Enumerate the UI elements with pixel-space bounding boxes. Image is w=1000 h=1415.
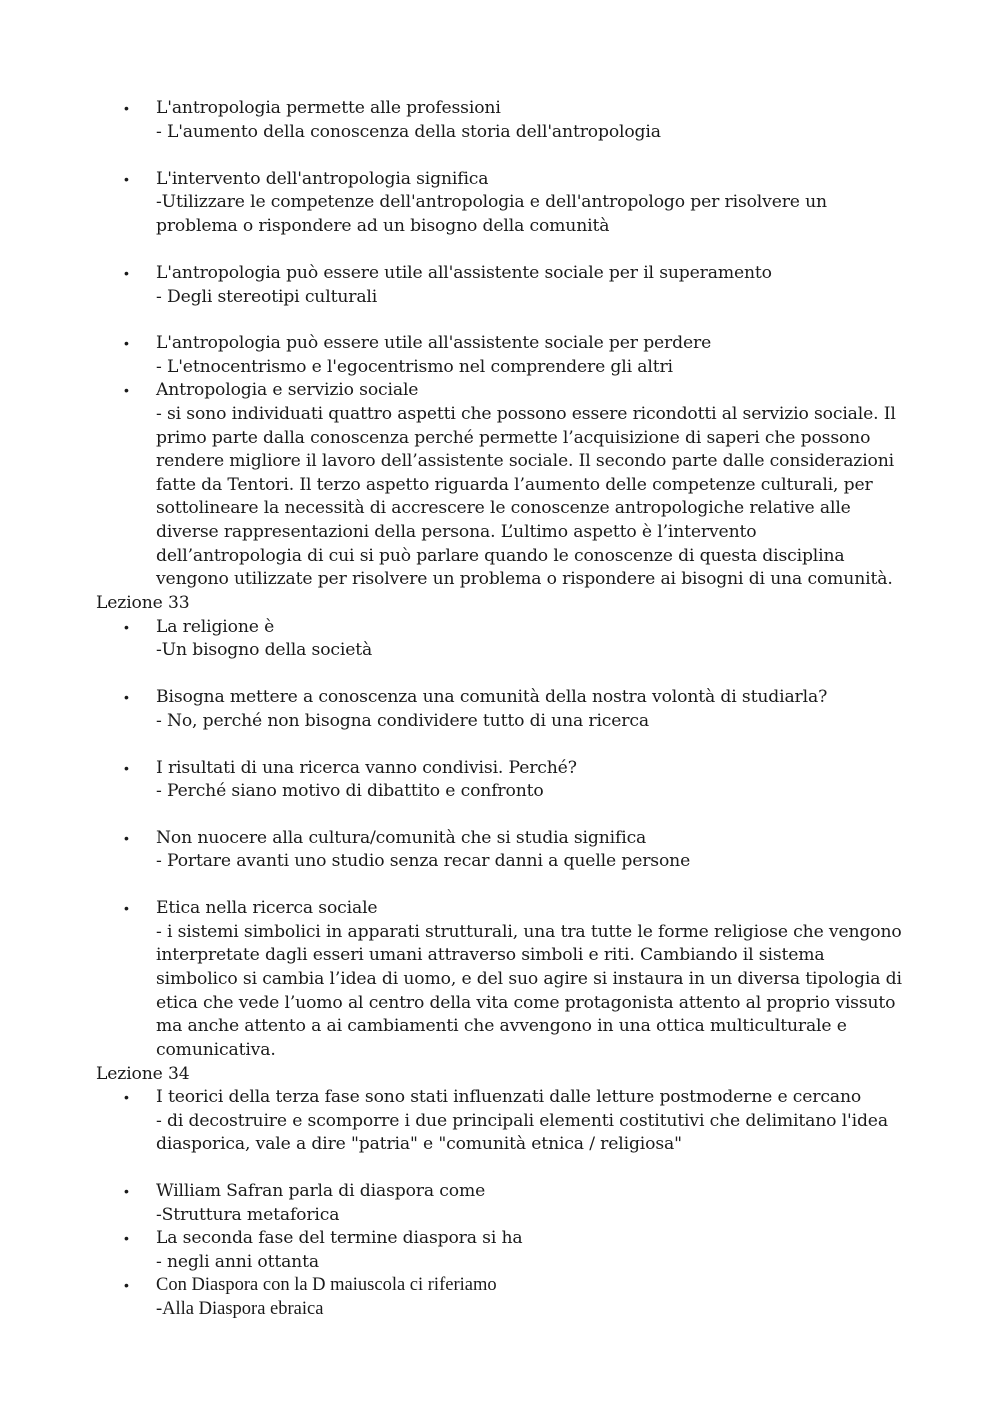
item-question: William Safran parla di diaspora come (156, 1181, 486, 1201)
item-answer: etica che vede l’uomo al centro della vita come protagonista attento al proprio vissuto (156, 993, 896, 1013)
item-answer: sottolineare la necessità di accrescere le conoscenze antropologiche relative alle (156, 498, 851, 518)
item-answer: -Struttura metaforica (156, 1205, 340, 1225)
bullet-icon: • (124, 1230, 129, 1246)
item-answer: - No, perché non bisogna condividere tutto di una ricerca (156, 711, 649, 731)
item-question: I risultati di una ricerca vanno condivisi. Perché? (156, 758, 577, 778)
item-question: Non nuocere alla cultura/comunità che si studia significa (156, 828, 647, 848)
section-heading: Lezione 34 (96, 1064, 190, 1084)
item-question: La religione è (156, 617, 275, 637)
item-question: I teorici della terza fase sono stati influenzati dalle letture postmoderne e cercano (156, 1087, 862, 1107)
item-question: L'antropologia può essere utile all'assistente sociale per il superamento (156, 263, 772, 283)
item-answer: fatte da Tentori. Il terzo aspetto riguarda l’aumento delle competenze culturali, per (156, 475, 873, 495)
bullet-icon: • (124, 1183, 129, 1199)
bullet-icon: • (124, 382, 129, 398)
item-answer: problema o rispondere ad un bisogno della comunità (156, 216, 610, 236)
bullet-icon: • (124, 335, 129, 351)
item-answer: - negli anni ottanta (156, 1252, 319, 1272)
bullet-icon: • (124, 900, 129, 916)
item-answer: - Degli stereotipi culturali (156, 287, 378, 307)
item-answer: ma anche attento a ai cambiamenti che avvengono in una ottica multiculturale e (156, 1016, 847, 1036)
item-answer: rendere migliore il lavoro dell’assistente sociale. Il secondo parte dalle considerazioni (156, 451, 895, 471)
item-answer: -Alla Diaspora ebraica (156, 1299, 324, 1319)
item-answer: dell’antropologia di cui si può parlare quando le conoscenze di questa disciplina (156, 546, 845, 566)
item-question: L'intervento dell'antropologia significa (156, 169, 489, 189)
item-question: L'antropologia può essere utile all'assistente sociale per perdere (156, 333, 712, 353)
item-answer: - L'etnocentrismo e l'egocentrismo nel comprendere gli altri (156, 357, 673, 377)
bullet-icon: • (124, 171, 129, 187)
bullet-icon: • (124, 100, 129, 116)
item-answer: - di decostruire e scomporre i due principali elementi costitutivi che delimitano l'idea (156, 1111, 888, 1131)
item-answer: -Un bisogno della società (156, 640, 373, 660)
bullet-icon: • (124, 1277, 129, 1293)
item-answer: - L'aumento della conoscenza della storia dell'antropologia (156, 122, 661, 142)
item-answer: diverse rappresentazioni della persona. L’ultimo aspetto è l’intervento (156, 522, 757, 542)
item-answer: diasporica, vale a dire "patria" e "comunità etnica / religiosa" (156, 1134, 682, 1154)
item-answer: - Perché siano motivo di dibattito e confronto (156, 781, 544, 801)
bullet-icon: • (124, 830, 129, 846)
item-question: La seconda fase del termine diaspora si ha (156, 1228, 523, 1248)
bullet-icon: • (124, 265, 129, 281)
bullet-icon: • (124, 1089, 129, 1105)
item-question: L'antropologia permette alle professioni (156, 98, 501, 118)
item-answer: -Utilizzare le competenze dell'antropologia e dell'antropologo per risolvere un (156, 192, 827, 212)
item-question: Etica nella ricerca sociale (156, 898, 378, 918)
item-answer: primo parte dalla conoscenza perché permette l’acquisizione di saperi che possono (156, 428, 871, 448)
item-answer: simbolico si cambia l’idea di uomo, e del suo agire si instaura in un diversa tipologia di (156, 969, 902, 989)
item-question: Bisogna mettere a conoscenza una comunità della nostra volontà di studiarla? (156, 687, 828, 707)
section-heading: Lezione 33 (96, 593, 190, 613)
item-answer: comunicativa. (156, 1040, 276, 1060)
item-answer: - i sistemi simbolici in apparati strutturali, una tra tutte le forme religiose che vengono (156, 922, 902, 942)
item-question: Con Diaspora con la D maiuscola ci riferiamo (156, 1275, 497, 1295)
bullet-icon: • (124, 760, 129, 776)
item-answer: - si sono individuati quattro aspetti che possono essere ricondotti al servizio sociale. Il (156, 404, 896, 424)
bullet-icon: • (124, 689, 129, 705)
item-answer: interpretate dagli esseri umani attraverso simboli e riti. Cambiando il sistema (156, 945, 825, 965)
item-question: Antropologia e servizio sociale (156, 380, 419, 400)
bullet-icon: • (124, 619, 129, 635)
item-answer: vengono utilizzate per risolvere un problema o rispondere ai bisogni di una comunità. (156, 569, 893, 589)
item-answer: - Portare avanti uno studio senza recar danni a quelle persone (156, 851, 691, 871)
